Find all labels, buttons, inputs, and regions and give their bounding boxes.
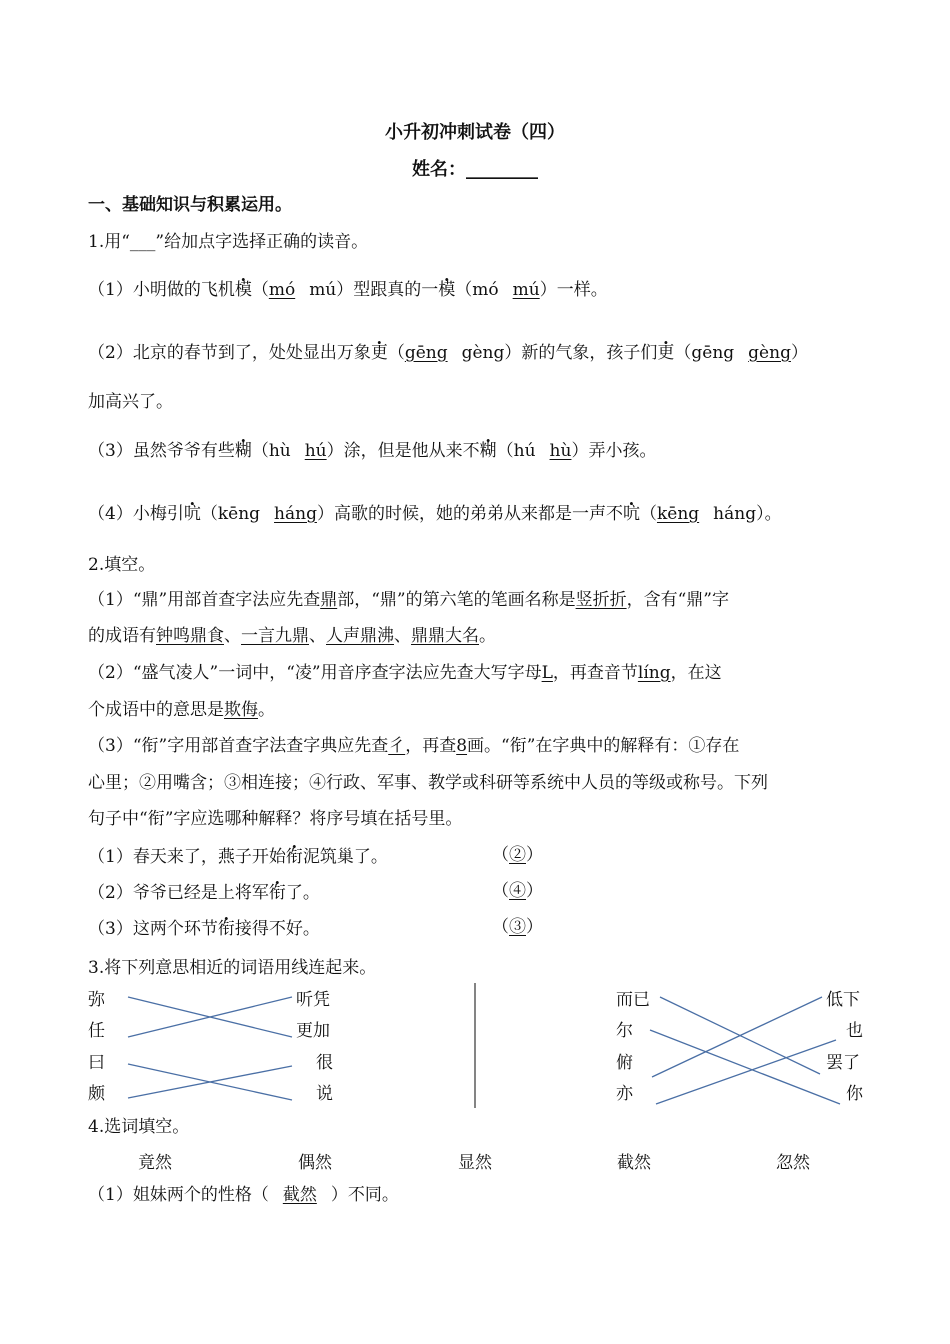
q4-word: 竟然 [138, 1153, 172, 1173]
q2-p2-line1: （2）“盛气凌人”一词中，“凌”用音序查字法应先查大写字母L，再查音节líng，在这 [88, 663, 722, 683]
q3-right-word: 俯 [616, 1053, 633, 1073]
q3-left-match: 听凭 [296, 990, 330, 1010]
q2-heading: 2.填空。 [88, 555, 156, 575]
q2-sub-3-answer: （③） [492, 917, 543, 937]
q3-right-match: 你 [846, 1084, 863, 1104]
name-label: 姓名： [412, 159, 466, 180]
q3-right-match: 也 [846, 1021, 863, 1041]
dotted-char: 衔 [285, 847, 303, 867]
q2-sub-2: （2）爷爷已经是上将军衔了。 [88, 883, 320, 903]
q2-p2-line2: 个成语中的意思是欺侮。 [88, 700, 275, 720]
q3-right-word: 亦 [616, 1084, 633, 1104]
q4-word: 忽然 [776, 1153, 810, 1173]
q3-heading: 3.将下列意思相近的词语用线连起来。 [88, 958, 377, 978]
q4-answer-1: 截然 [282, 1185, 317, 1205]
q2-p3-line1: （3）“衔”字用部首查字法查字典应先查彳，再查8画。“衔”在字典中的解释有：①存在 [88, 736, 740, 756]
match-line [128, 1066, 292, 1098]
q1-heading: 1.用“___”给加点字选择正确的读音。 [88, 232, 369, 252]
dotted-char: 衔 [268, 883, 286, 903]
q3-right-word: 尔 [616, 1021, 633, 1041]
section-heading: 一、基础知识与积累运用。 [88, 195, 292, 215]
dotted-char: 模 [234, 280, 252, 300]
q2-p1-line1: （1）“鼎”用部首查字法应先查鼎部，“鼎”的第六笔的笔画名称是竖折折，含有“鼎”字 [88, 590, 729, 610]
dotted-char: 更 [657, 343, 675, 363]
q2-sub-1-answer: （②） [492, 845, 543, 865]
q2-sub-3: （3）这两个环节衔接得不好。 [88, 919, 320, 939]
q3-right-word: 而已 [616, 990, 650, 1010]
q1-item-1: （1）小明做的飞机模（mó mú）型跟真的一模（mó mú）一样。 [88, 280, 608, 300]
dotted-char: 衔 [217, 919, 235, 939]
q2-sub-2-answer: （④） [492, 881, 543, 901]
match-line [656, 1040, 836, 1104]
page-title: 小升初冲刺试卷（四） [385, 122, 565, 143]
q4-word: 截然 [617, 1153, 651, 1173]
q1-item-2: （2）北京的春节到了，处处显出万象更（gēng gèng）新的气象，孩子们更（gēng gèng） [88, 343, 808, 363]
q3-left-match: 很 [316, 1053, 333, 1073]
q2-p3-line3: 句子中“衔”字应选哪种解释？将序号填在括号里。 [88, 809, 463, 829]
q3-right-match: 低下 [826, 990, 860, 1010]
q1-item-2-cont: 加高兴了。 [88, 392, 173, 412]
q4-heading: 4.选词填空。 [88, 1117, 190, 1137]
name-blank: ________ [466, 159, 538, 180]
q2-p1-line2: 的成语有钟鸣鼎食、一言九鼎、人声鼎沸、鼎鼎大名。 [88, 626, 496, 646]
q3-left-match: 说 [316, 1084, 333, 1104]
q3-left-word: 弥 [88, 990, 105, 1010]
q3-left-match: 更加 [296, 1021, 330, 1041]
q3-left-word: 颇 [88, 1084, 105, 1104]
match-line [650, 1030, 840, 1104]
q3-left-word: 任 [88, 1021, 105, 1041]
q2-p3-line2: 心里；②用嘴含；③相连接；④行政、军事、教学或科研等系统中人员的等级或称号。下列 [88, 773, 768, 793]
q1-item-3: （3）虽然爷爷有些糊（hù hú）涂，但是他从来不糊（hú hù）弄小孩。 [88, 441, 657, 461]
dotted-char: 糊 [234, 441, 252, 461]
dotted-char: 模 [438, 280, 456, 300]
dotted-char: 吭 [622, 504, 640, 524]
dotted-char: 糊 [479, 441, 497, 461]
q4-word: 显然 [458, 1153, 492, 1173]
dotted-char: 更 [370, 343, 388, 363]
q2-sub-1: （1）春天来了，燕子开始衔泥筑巢了。 [88, 847, 388, 867]
q3-right-match: 罢了 [826, 1053, 860, 1073]
q1-item-4: （4）小梅引吭（kēng háng）高歌的时候，她的弟弟从来都是一声不吭（kēng háng）。 [88, 504, 782, 524]
dotted-char: 吭 [183, 504, 201, 524]
q3-left-word: 曰 [88, 1053, 105, 1073]
q4-sentence-1: （1）姐妹两个的性格（ 截然 ）不同。 [88, 1185, 399, 1205]
match-line [652, 997, 822, 1077]
q4-word: 偶然 [298, 1153, 332, 1173]
